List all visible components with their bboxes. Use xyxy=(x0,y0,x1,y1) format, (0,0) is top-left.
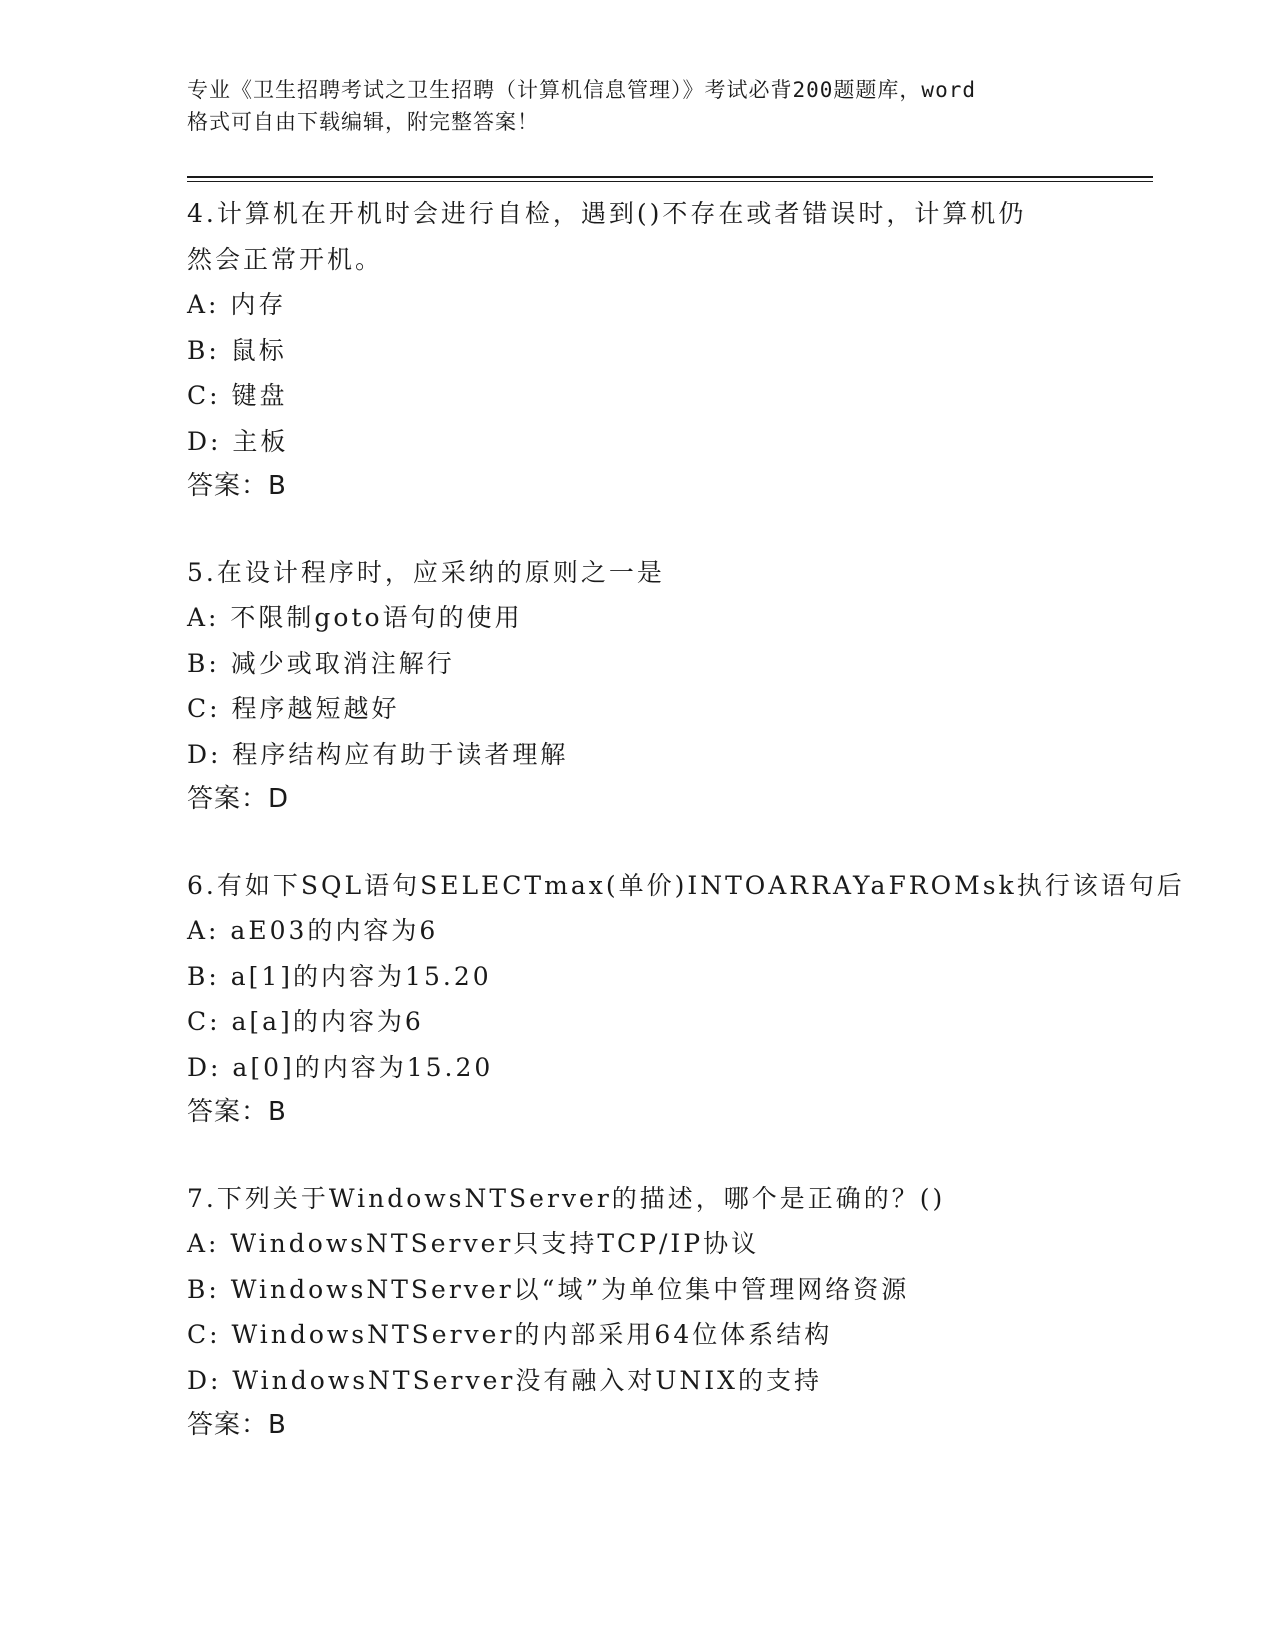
option-d: D: 程序结构应有助于读者理解 xyxy=(187,739,569,769)
document-header xyxy=(187,74,1107,138)
option-b: B: 鼠标 xyxy=(187,335,287,365)
option-a: A: WindowsNTServer只支持TCP/IP协议 xyxy=(187,1229,760,1258)
question-stem: 6.有如下SQL语句SELECTmax(单价)INTOARRAYaFROMsk执行该语句后 xyxy=(187,870,1185,900)
option-d: D: WindowsNTServer没有融入对UNIX的支持 xyxy=(187,1365,822,1395)
option-a: A: aE03的内容为6 xyxy=(187,916,439,945)
option-b: B: a[1]的内容为15.20 xyxy=(187,961,492,991)
question-stem: 4.计算机在开机时会进行自检，遇到()不存在或者错误时，计算机仍 xyxy=(187,199,1027,228)
header-line-1: 专业《卫生招聘考试之卫生招聘（计算机信息管理）》考试必背200题题库，word xyxy=(187,78,976,102)
header-divider-thick xyxy=(187,176,1153,178)
header-divider-thin xyxy=(187,181,1153,182)
option-d: D: a[0]的内容为15.20 xyxy=(187,1052,494,1082)
answer-label: 答案：B xyxy=(187,1410,287,1440)
option-b: B: 减少或取消注解行 xyxy=(187,648,455,678)
question-stem: 然会正常开机。 xyxy=(187,244,384,274)
answer-label: 答案：B xyxy=(187,471,287,501)
option-b: B: WindowsNTServer以“域”为单位集中管理网络资源 xyxy=(187,1274,910,1304)
option-a: A: 内存 xyxy=(187,290,287,319)
question-5 xyxy=(187,550,1087,823)
answer-label: 答案：B xyxy=(187,1097,287,1127)
option-c: C: a[a]的内容为6 xyxy=(187,1007,424,1036)
question-stem: 5.在设计程序时，应采纳的原则之一是 xyxy=(187,557,665,587)
option-d: D: 主板 xyxy=(187,426,289,456)
option-c: C: 程序越短越好 xyxy=(187,694,400,723)
option-c: C: 键盘 xyxy=(187,381,288,410)
option-c: C: WindowsNTServer的内部采用64位体系结构 xyxy=(187,1320,833,1349)
answer-label: 答案：D xyxy=(187,784,290,814)
question-6 xyxy=(187,863,1185,1136)
question-4 xyxy=(187,191,1087,510)
question-list xyxy=(187,191,1185,1489)
question-stem: 7.下列关于WindowsNTServer的描述，哪个是正确的？() xyxy=(187,1183,946,1213)
option-a: A: 不限制goto语句的使用 xyxy=(187,603,523,632)
question-7 xyxy=(187,1176,1087,1449)
header-line-2: 格式可自由下载编辑，附完整答案！ xyxy=(187,110,539,134)
